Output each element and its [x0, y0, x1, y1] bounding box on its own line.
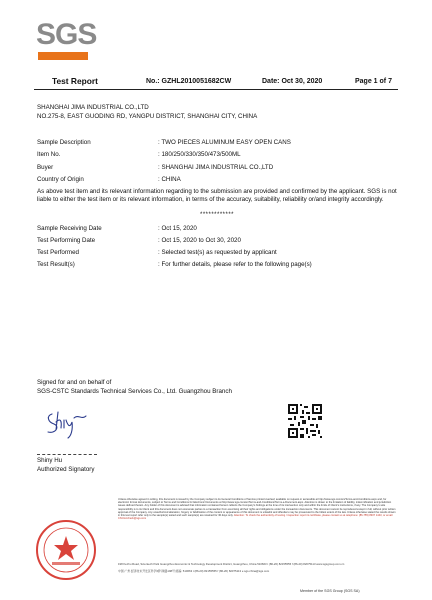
logo-orange-bar	[38, 52, 88, 60]
test-performed-value: : Selected test(s) as requested by applicant	[158, 249, 277, 256]
report-title: Test Report	[52, 76, 98, 86]
page-number: Page 1 of 7	[355, 78, 392, 85]
test-performed-label: Test Performed	[37, 249, 79, 256]
item-no-value: : 180/250/330/350/473/500ML	[158, 151, 241, 158]
report-number: No.: GZHL2010051682CW	[146, 78, 232, 85]
test-results-value: : For further details, please refer to the following page(s)	[158, 261, 312, 268]
terms-and-conditions	[118, 498, 398, 520]
signature	[42, 404, 94, 440]
sgs-logo	[36, 18, 97, 62]
client-name: SHANGHAI JIMA INDUSTRIAL CO.,LTD	[37, 104, 149, 111]
company-stamp	[34, 518, 98, 582]
report-date: Date: Oct 30, 2020	[262, 78, 323, 85]
header-rule	[34, 89, 398, 90]
separator-stars: ************	[200, 212, 235, 218]
performing-date-value: : Oct 15, 2020 to Oct 30, 2020	[158, 237, 241, 244]
buyer-value: : SHANGHAI JIMA INDUSTRIAL CO.,LTD	[158, 164, 274, 171]
country-value: : CHINA	[158, 176, 181, 183]
receiving-date-label: Sample Receiving Date	[37, 225, 102, 232]
item-no-label: Item No.	[37, 151, 61, 158]
country-label: Country of Origin	[37, 176, 84, 183]
performing-date-label: Test Performing Date	[37, 237, 96, 244]
signed-for-line: Signed for and on behalf of	[37, 379, 112, 386]
address-chinese: 中国·广州·经济技术开发区科学城科珠路198号 邮编: 510663 t (86-20) 82155555 f (86-20) 82075113 e sgs.china@sgs.com	[118, 569, 270, 573]
qr-code	[288, 404, 322, 438]
sample-value: : TWO PIECES ALUMINUM EASY OPEN CANS	[158, 139, 291, 146]
signatory-title: Authorized Signatory	[37, 466, 95, 473]
company-branch-line: SGS-CSTC Standards Technical Services Co., Ltd. Guangzhou Branch	[37, 388, 232, 395]
signature-line	[37, 454, 97, 455]
address-english: 198 Kezhu Road, Scientech Park Guangzhou Economic & Technology Development District, Guangzhou, China 510663 t (86-20) 82155555 f (86-20) 82075113 www.sgsgroup.com.cn	[118, 562, 345, 566]
attention-text: Attention: To check the authenticity of testing / inspection report & certificate, please contact us at telephone: (86-755) 8307 1443, or email: CN.Doccheck@sgs.com	[118, 514, 394, 521]
receiving-date-value: : Oct 15, 2020	[158, 225, 197, 232]
test-results-label: Test Result(s)	[37, 261, 75, 268]
client-address: NO.275-8, EAST GUODING RD, YANGPU DISTRICT, SHANGHAI CITY, CHINA	[37, 113, 258, 120]
terms-text: Unless otherwise agreed in writing, this document is issued by the Company subject to its General Conditions of Service printed overleaf, available on request or accessible at http://www.sgs.com/en/Terms-and-Conditions.aspx and, for electronic format documents, subject to Terms and Conditions for Electronic Documents at http://www.sgs.com/en/Terms-and-Conditions/Terms-e-Document.aspx. Attention is drawn to the limitation of liability, indemnification and jurisdiction issues defined therein. Any holder of this document is advised that information contained hereon reflects the Company's findings at the time of its intervention only and within the limits of Client's instructions, if any. The Company's sole responsibility is to its Client and this document does not exonerate parties to a transaction from exercising all their rights and obligations under the transaction documents. This document cannot be reproduced except in full, without prior written approval of the Company. Any unauthorized alteration, forgery or falsification of the content or appearance of this document is unlawful and offenders may be prosecuted to the fullest extent of the law. Unless otherwise stated the results shown in this test report refer only to the sample(s) tested and such sample(s) are retained for 30 days only.	[118, 498, 396, 518]
signatory-name: Shiny Hu	[37, 457, 63, 464]
buyer-label: Buyer	[37, 164, 54, 171]
member-of-group: Member of the SGS Group (SGS SA)	[300, 589, 360, 593]
sample-label: Sample Description	[37, 139, 91, 146]
logo-text: SGS	[36, 18, 97, 51]
disclaimer-paragraph: As above test item and its relevant information regarding to the submission are provided and confirmed by the applicant. SGS is not liable to either the test item or its relevant information, in terms of the accuracy, suitability, reliability or/and integrity accordingly.	[37, 188, 397, 203]
